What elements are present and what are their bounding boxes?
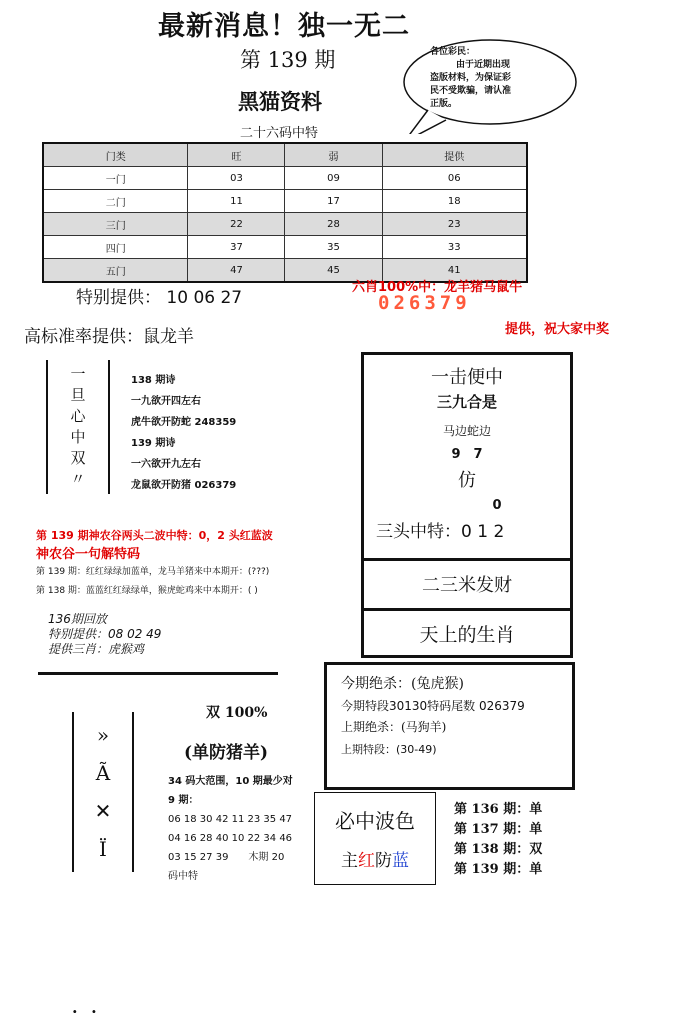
table-header: 门类 [43, 143, 188, 167]
issue-number: 第 139 期 [240, 48, 336, 72]
bubble-line: 各位彩民： [430, 47, 476, 57]
poem-line: 139 期诗 [131, 438, 176, 449]
double-line: 双 100% [206, 705, 268, 721]
table-cell: 06 [382, 167, 527, 190]
range-line: 34 码大范围，10 期最少对 [168, 776, 293, 787]
shennonggu-wave-line: 第 139 期神农谷两头二波中特：0，2 头红蓝波 [36, 529, 273, 542]
kill-line: 今期绝杀：(兔虎猴) [341, 676, 464, 692]
range-line: 03 15 27 39 木期 20 [168, 852, 285, 863]
period-line: 第 137 期：单 [454, 822, 543, 837]
poem-line: 一六欲开九左右 [131, 459, 201, 470]
one-hit-title: 一击便中 [431, 367, 503, 388]
table-cell: 23 [382, 213, 527, 236]
one-hit-santou: 三头中特：0 1 2 [376, 522, 505, 542]
replay-block [48, 612, 161, 657]
table-cell: 35 [285, 236, 382, 259]
special-provide [76, 283, 242, 308]
riddle-line: 第 139 期：红红绿绿加蓝单，龙马羊猪来中本期开：(???) [36, 567, 270, 577]
vertical-glyph: 旦 [70, 386, 86, 404]
vertical-glyph: 双 [70, 449, 86, 467]
vertical-symbol-box-2 [72, 712, 134, 872]
table-header: 旺 [188, 143, 285, 167]
heaven-zodiac-text: 天上的生肖 [419, 624, 515, 646]
one-hit-sub: 三九合是 [436, 393, 497, 411]
range-line: 06 18 30 42 11 23 35 47 [168, 814, 293, 825]
kill-line: 今期特段30130特码尾数 026379 [341, 699, 525, 713]
period-line: 第 139 期：单 [454, 862, 543, 877]
one-hit-nums: 9 7 [451, 447, 483, 462]
bubble-line: 民不受欺骗，请认准 [430, 86, 512, 96]
table-cell: 11 [188, 190, 285, 213]
bubble-text [430, 46, 552, 111]
kill-box [324, 662, 575, 790]
heaven-zodiac-box [361, 608, 573, 658]
one-hit-hint: 马边蛇边 [442, 424, 491, 438]
wave-red: 红 [358, 851, 375, 871]
table-cell: 17 [285, 190, 382, 213]
table-cell: 28 [285, 213, 382, 236]
replay-line: 特别提供：08 02 49 [48, 627, 162, 641]
table-subtitle: 二十六码中特 [240, 126, 319, 141]
table-cell: 47 [188, 259, 285, 283]
table-header-row [43, 143, 527, 167]
shennonggu-heading: 神农谷一句解特码 [36, 547, 141, 562]
divider [38, 672, 278, 675]
high-standard-line: 高标准率提供：鼠龙羊 [24, 327, 194, 347]
poem-line: 一九欲开四左右 [131, 396, 201, 407]
table-cell: 09 [285, 167, 382, 190]
table-header: 提供 [382, 143, 527, 167]
vertical-symbol-box [46, 360, 110, 494]
table-cell: 五门 [43, 259, 188, 283]
vertical-glyph: Ã [95, 761, 111, 785]
poem-line: 138 期诗 [131, 375, 176, 386]
vertical-glyph: Ï [99, 837, 107, 861]
fortune-text: 二三米发财 [422, 575, 512, 596]
vertical-glyph: 心 [70, 407, 86, 425]
period-line: 第 138 期：双 [454, 842, 543, 857]
bubble-line: 正版。 [430, 99, 458, 109]
bubble-line: 盗版材料，为保证彩 [430, 73, 512, 83]
table-cell: 三门 [43, 213, 188, 236]
table-cell: 二门 [43, 190, 188, 213]
publication-name: 黑猫资料 [238, 89, 322, 114]
table-cell: 37 [188, 236, 285, 259]
one-hit-zero: 0 [492, 498, 502, 513]
table-cell: 41 [382, 259, 527, 283]
table-cell: 一门 [43, 167, 188, 190]
range-block [168, 772, 318, 886]
table-cell: 33 [382, 236, 527, 259]
vertical-glyph: » [96, 723, 110, 747]
page-title: 最新消息！独一无二 [158, 11, 410, 42]
range-line: 码中特 [168, 871, 198, 882]
wave-title: 必中波色 [335, 809, 415, 833]
table-row [43, 167, 527, 190]
table-cell: 四门 [43, 236, 188, 259]
six-zodiac-line: 六肖100%中：龙羊猪马鼠牛 [352, 280, 523, 295]
range-line: 04 16 28 40 10 22 34 46 [168, 833, 293, 844]
replay-line: 提供三肖：虎猴鸡 [48, 642, 145, 656]
period-line: 第 136 期：单 [454, 802, 543, 817]
fortune-box [361, 558, 573, 611]
replay-line: 136期回放 [48, 612, 107, 626]
wave-body [315, 846, 435, 871]
odd-line: (单防猪羊) [184, 743, 269, 763]
vertical-glyph: 一 [70, 365, 86, 383]
one-hit-fang: 仿 [458, 470, 476, 491]
table-row [43, 213, 527, 236]
door-table [42, 142, 528, 283]
table-row [43, 190, 527, 213]
good-luck-line: 提供，祝大家中奖 [505, 322, 610, 337]
table-cell: 18 [382, 190, 527, 213]
table-header: 弱 [285, 143, 382, 167]
six-zodiac-code: 026379 [378, 292, 471, 314]
special-label: 特别提供： [76, 288, 161, 308]
range-line: 9 期： [168, 795, 199, 806]
table-cell: 45 [285, 259, 382, 283]
kill-line: 上期绝杀：(马狗羊) [341, 720, 447, 734]
bubble-line: 由于近期出现 [456, 60, 511, 70]
footer-dots: . . [72, 998, 101, 1017]
table-row [43, 236, 527, 259]
period-results [454, 800, 542, 880]
wave-main: 主 [341, 851, 358, 871]
one-hit-box [361, 352, 573, 561]
table-cell: 03 [188, 167, 285, 190]
riddle-line: 第 138 期：蓝蓝红红绿绿单，猴虎蛇鸡来中本期开：( ) [36, 586, 258, 596]
riddle-lines [36, 563, 269, 601]
vertical-glyph: 〃 [70, 470, 86, 488]
vertical-glyph: ✕ [94, 799, 112, 823]
kill-line: 上期特段：(30-49) [341, 743, 437, 756]
vertical-glyph: 中 [70, 428, 86, 446]
poem-line: 虎牛欲开防蛇 248359 [131, 417, 237, 428]
wave-blue: 蓝 [392, 851, 409, 871]
special-value: 10 06 27 [166, 288, 243, 308]
wave-fang: 防 [375, 851, 392, 871]
poem-line: 龙鼠欲开防猪 026379 [131, 480, 237, 491]
table-cell: 22 [188, 213, 285, 236]
wave-color-box [314, 792, 436, 885]
poem-list [131, 370, 236, 496]
